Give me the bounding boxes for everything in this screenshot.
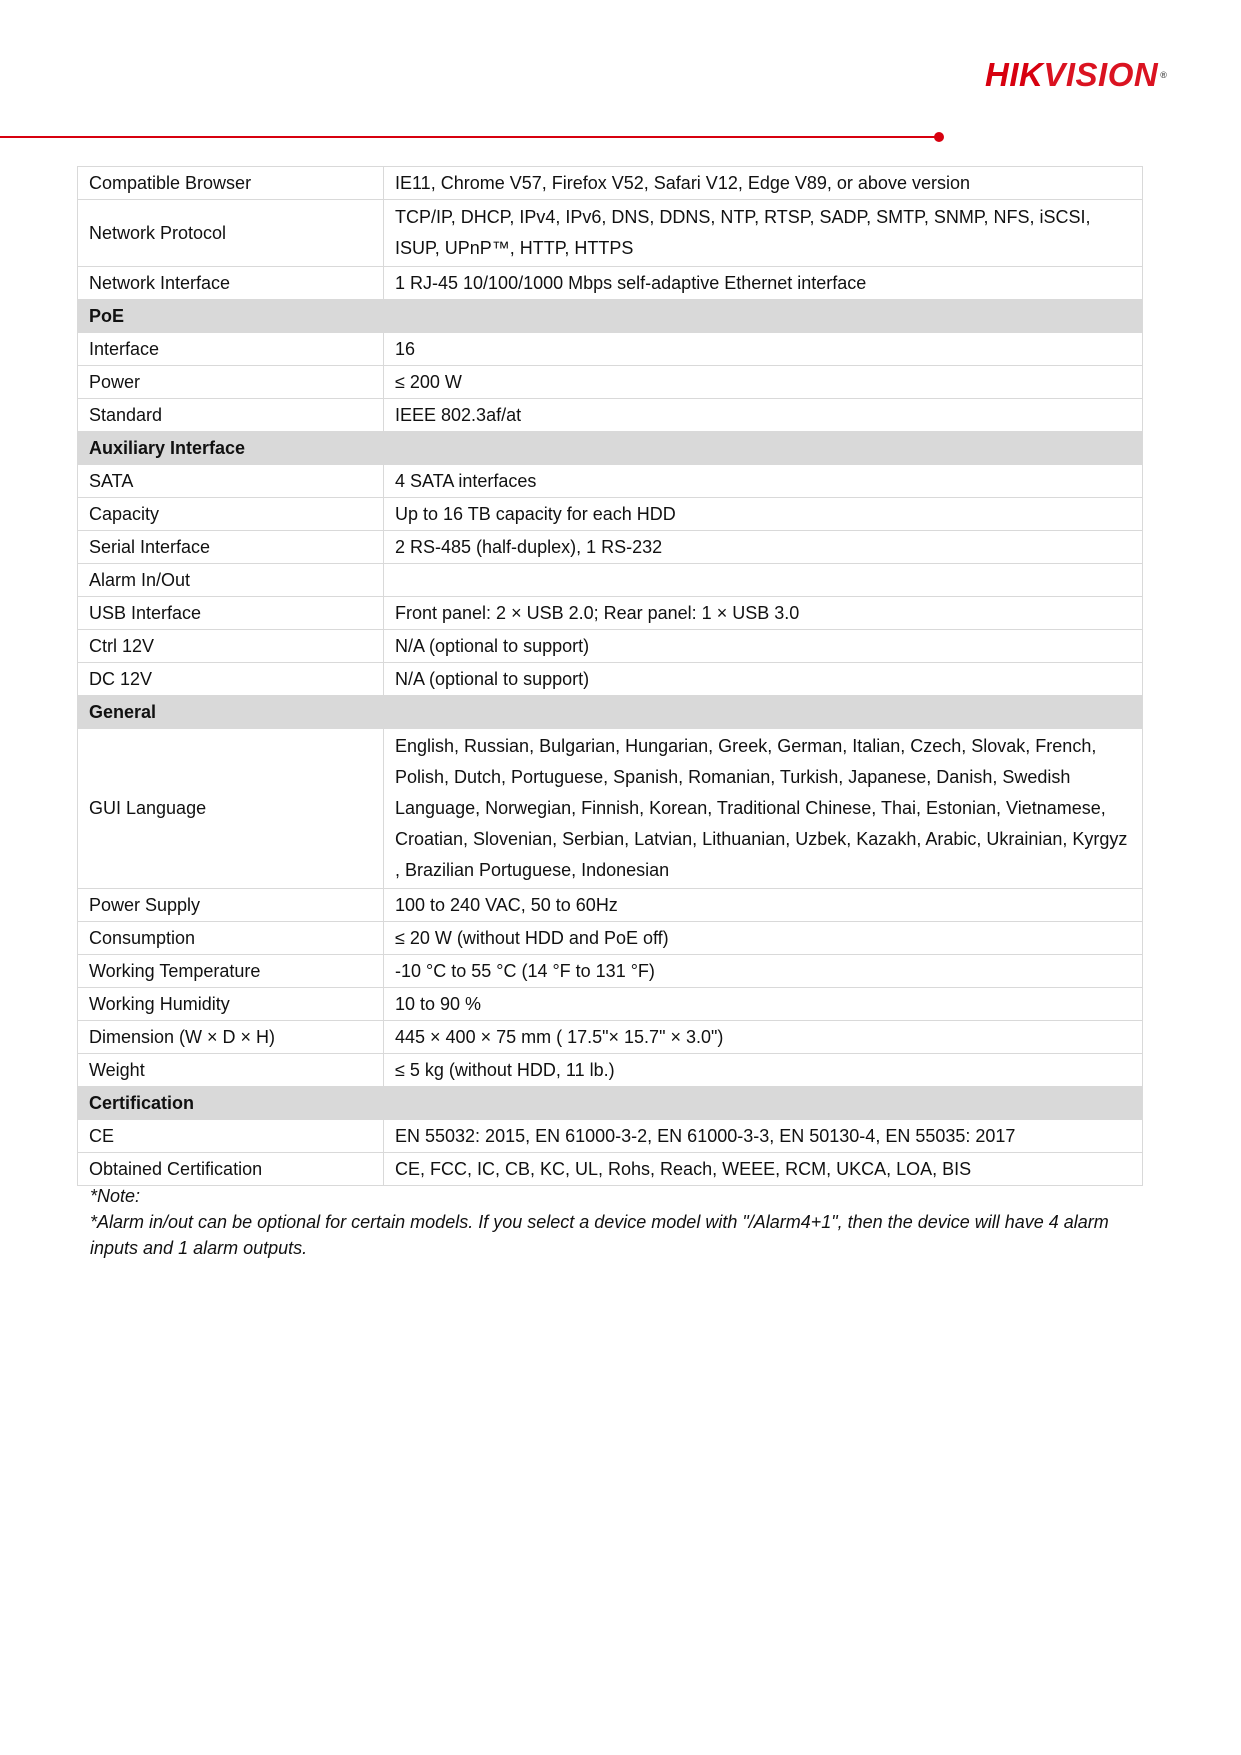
- spec-label: Serial Interface: [78, 531, 384, 564]
- table-row: [78, 729, 1143, 889]
- spec-value: Front panel: 2 × USB 2.0; Rear panel: 1 × USB 3.0: [384, 597, 1143, 630]
- table-row: [78, 531, 1143, 564]
- table-row: [78, 267, 1143, 300]
- table-row: [78, 399, 1143, 432]
- specification-table-body: [78, 167, 1143, 1186]
- table-row: [78, 1054, 1143, 1087]
- note-text: *Alarm in/out can be optional for certain models. If you select a device model with "/Alarm4+1", then the device will have 4 alarm inputs and 1 alarm outputs.: [90, 1212, 1109, 1258]
- spec-label: Obtained Certification: [78, 1153, 384, 1186]
- logo-part-1: HIK: [985, 56, 1044, 93]
- section-header-row: [78, 300, 1143, 333]
- table-row: [78, 955, 1143, 988]
- table-row: [78, 465, 1143, 498]
- section-title: General: [78, 696, 1143, 729]
- spec-value: TCP/IP, DHCP, IPv4, IPv6, DNS, DDNS, NTP, RTSP, SADP, SMTP, SNMP, NFS, iSCSI, ISUP, UPnP™, HTTP, HTTPS: [384, 200, 1143, 267]
- section-header-row: [78, 1087, 1143, 1120]
- spec-label: Compatible Browser: [78, 167, 384, 200]
- spec-value: ≤ 5 kg (without HDD, 11 lb.): [384, 1054, 1143, 1087]
- section-title: PoE: [78, 300, 1143, 333]
- spec-label: Capacity: [78, 498, 384, 531]
- spec-label: Standard: [78, 399, 384, 432]
- spec-label: USB Interface: [78, 597, 384, 630]
- spec-label: Consumption: [78, 922, 384, 955]
- spec-value: 4 SATA interfaces: [384, 465, 1143, 498]
- section-title: Auxiliary Interface: [78, 432, 1143, 465]
- footnote: [90, 1183, 1150, 1261]
- note-heading: *Note:: [90, 1186, 141, 1206]
- table-row: [78, 988, 1143, 1021]
- spec-label: Network Protocol: [78, 200, 384, 267]
- spec-value: 16: [384, 333, 1143, 366]
- table-row: [78, 333, 1143, 366]
- spec-value: Up to 16 TB capacity for each HDD: [384, 498, 1143, 531]
- spec-value: EN 55032: 2015, EN 61000-3-2, EN 61000-3-3, EN 50130-4, EN 55035: 2017: [384, 1120, 1143, 1153]
- spec-value: IE11, Chrome V57, Firefox V52, Safari V12, Edge V89, or above version: [384, 167, 1143, 200]
- table-row: [78, 630, 1143, 663]
- table-row: [78, 200, 1143, 267]
- spec-label: Working Humidity: [78, 988, 384, 1021]
- spec-label: Power Supply: [78, 889, 384, 922]
- spec-value: ≤ 200 W: [384, 366, 1143, 399]
- section-header-row: [78, 432, 1143, 465]
- spec-value: English, Russian, Bulgarian, Hungarian, Greek, German, Italian, Czech, Slovak, French, Polish, Dutch, Portuguese, Spanish, Romanian, Turkish, Japanese, Danish, Swedish Language, Norwegian, Finnish, Korean, Traditional Chinese, Thai, Estonian, Vietnamese, Croatian, Slovenian, Serbian, Latvian, Lithuanian, Uzbek, Kazakh, Arabic, Ukrainian, Kyrgyz , Brazilian Portuguese, Indonesian: [384, 729, 1143, 889]
- spec-value: -10 °C to 55 °C (14 °F to 131 °F): [384, 955, 1143, 988]
- spec-label: Dimension (W × D × H): [78, 1021, 384, 1054]
- spec-value: 10 to 90 %: [384, 988, 1143, 1021]
- specification-table: [77, 166, 1143, 1186]
- table-row: [78, 366, 1143, 399]
- spec-value: 445 × 400 × 75 mm ( 17.5"× 15.7" × 3.0"): [384, 1021, 1143, 1054]
- logo-part-2: VISION: [1043, 56, 1159, 93]
- spec-label: Interface: [78, 333, 384, 366]
- header-rule-dot: [934, 132, 944, 142]
- header-rule: [0, 136, 938, 138]
- spec-label: Weight: [78, 1054, 384, 1087]
- spec-value: 100 to 240 VAC, 50 to 60Hz: [384, 889, 1143, 922]
- table-row: [78, 564, 1143, 597]
- spec-label: GUI Language: [78, 729, 384, 889]
- section-header-row: [78, 696, 1143, 729]
- spec-label: DC 12V: [78, 663, 384, 696]
- spec-label: SATA: [78, 465, 384, 498]
- spec-value: [384, 564, 1143, 597]
- spec-label: Power: [78, 366, 384, 399]
- spec-value: ≤ 20 W (without HDD and PoE off): [384, 922, 1143, 955]
- table-row: [78, 922, 1143, 955]
- spec-value: 1 RJ-45 10/100/1000 Mbps self-adaptive Ethernet interface: [384, 267, 1143, 300]
- spec-value: CE, FCC, IC, CB, KC, UL, Rohs, Reach, WEEE, RCM, UKCA, LOA, BIS: [384, 1153, 1143, 1186]
- spec-label: Network Interface: [78, 267, 384, 300]
- registered-mark: ®: [1160, 70, 1168, 80]
- table-row: [78, 889, 1143, 922]
- table-row: [78, 167, 1143, 200]
- spec-value: IEEE 802.3af/at: [384, 399, 1143, 432]
- table-row: [78, 663, 1143, 696]
- table-row: [78, 1021, 1143, 1054]
- spec-label: Ctrl 12V: [78, 630, 384, 663]
- table-row: [78, 1120, 1143, 1153]
- spec-value: N/A (optional to support): [384, 663, 1143, 696]
- table-row: [78, 1153, 1143, 1186]
- spec-value: N/A (optional to support): [384, 630, 1143, 663]
- hikvision-logo: [985, 55, 1167, 95]
- spec-label: CE: [78, 1120, 384, 1153]
- table-row: [78, 498, 1143, 531]
- section-title: Certification: [78, 1087, 1143, 1120]
- spec-value: 2 RS-485 (half-duplex), 1 RS-232: [384, 531, 1143, 564]
- table-row: [78, 597, 1143, 630]
- spec-label: Alarm In/Out: [78, 564, 384, 597]
- spec-label: Working Temperature: [78, 955, 384, 988]
